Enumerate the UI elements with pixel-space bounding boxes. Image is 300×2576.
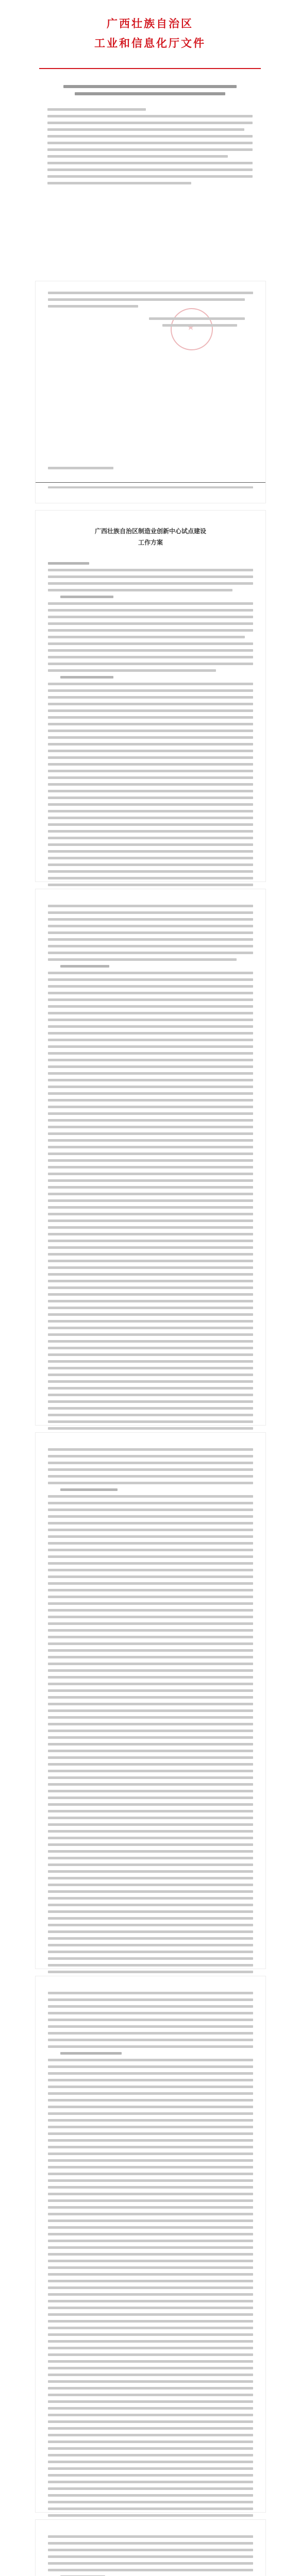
attachment-page-2	[35, 889, 266, 1426]
attachment-title-line2: 工作方案	[138, 539, 163, 546]
header-organization: 广西壮族自治区	[107, 17, 193, 30]
attachment-title-line1: 广西壮族自治区制造业创新中心试点建设	[94, 528, 206, 535]
attachment-page-1	[35, 510, 266, 882]
cover-body-lines	[35, 108, 265, 189]
notice-contact-lines	[36, 467, 265, 473]
attachment-page-3	[35, 1432, 266, 1969]
notice-page	[35, 281, 266, 503]
footer-lines	[36, 486, 265, 493]
page-4-lines	[36, 1992, 265, 2576]
page-5-lines	[36, 2535, 265, 2576]
cover-page	[35, 5, 265, 273]
notice-lines	[36, 292, 265, 312]
header-red-rule	[39, 68, 261, 69]
footer-rule	[36, 482, 265, 483]
attachment-page-5	[35, 2519, 266, 2576]
notice-signature-lines	[36, 317, 265, 331]
header-document-name: 工业和信息化厅文件	[94, 37, 206, 49]
cover-title-lines	[35, 85, 265, 99]
attachment-page-4	[35, 1976, 266, 2513]
